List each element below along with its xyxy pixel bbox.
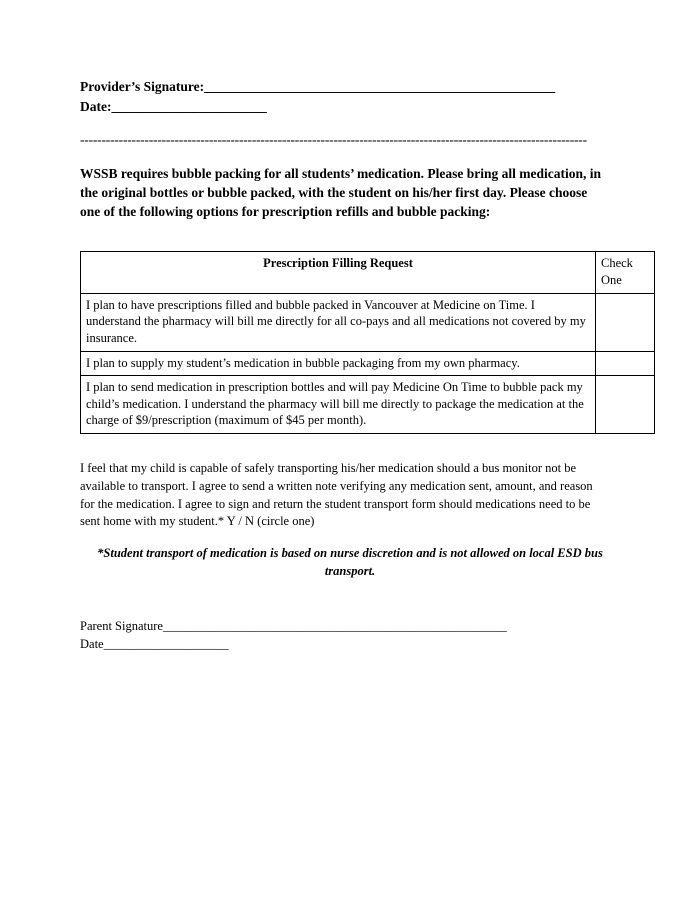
parent-signature-line: Parent Signature_______________________________________________________ xyxy=(80,618,507,633)
table-row xyxy=(81,376,655,434)
transport-paragraph: I feel that my child is capable of safely transporting his/her medication should a bus monitor not be available to transport. I agree to send a written note verifying any medication sent, amount, and reason for the medication. I agree to sign and return the student transport form should medications need to be sent home with my student.* Y / N (circle one) xyxy=(80,461,593,529)
intro-paragraph: WSSB requires bubble packing for all students’ medication. Please bring all medication, in the original bottles or bubble packed, with the student on his/her first day. Please choose one of the following options for prescription refills and bubble packing: xyxy=(80,165,602,220)
table-check-header: Check One xyxy=(596,252,655,293)
document-content xyxy=(80,78,633,653)
option-text-3: I plan to send medication in prescription bottles and will pay Medicine On Time to bubble pack my child’s medication. I understand the pharmacy will bill me directly to package the medication at the charge of $9/prescription (maximum of $45 per month). xyxy=(81,376,596,434)
table-row xyxy=(81,351,655,376)
table-row xyxy=(81,293,655,351)
checkbox-cell-2[interactable] xyxy=(596,351,655,376)
checkbox-cell-1[interactable] xyxy=(596,293,655,351)
transport-note: *Student transport of medication is based on nurse discretion and is not allowed on local ESD bus transport. xyxy=(97,546,603,578)
option-text-2: I plan to supply my student’s medication in bubble packaging from my own pharmacy. xyxy=(81,351,596,376)
prescription-filling-request-table xyxy=(80,251,655,434)
table-title: Prescription Filling Request xyxy=(81,252,596,293)
table-header-row xyxy=(81,252,655,293)
provider-date-line: Date:_______________________ xyxy=(80,99,267,115)
section-divider: ---------------------------------------------------------------------------------------------------------------------- xyxy=(80,132,587,148)
checkbox-cell-3[interactable] xyxy=(596,376,655,434)
parent-date-line: Date____________________ xyxy=(80,636,229,651)
option-text-1: I plan to have prescriptions filled and bubble packed in Vancouver at Medicine on Time. I understand the pharmacy will bill me directly for all co-pays and all medications not covered by my insurance. xyxy=(81,293,596,351)
provider-signature-line: Provider’s Signature:____________________________________________________ xyxy=(80,79,556,94)
